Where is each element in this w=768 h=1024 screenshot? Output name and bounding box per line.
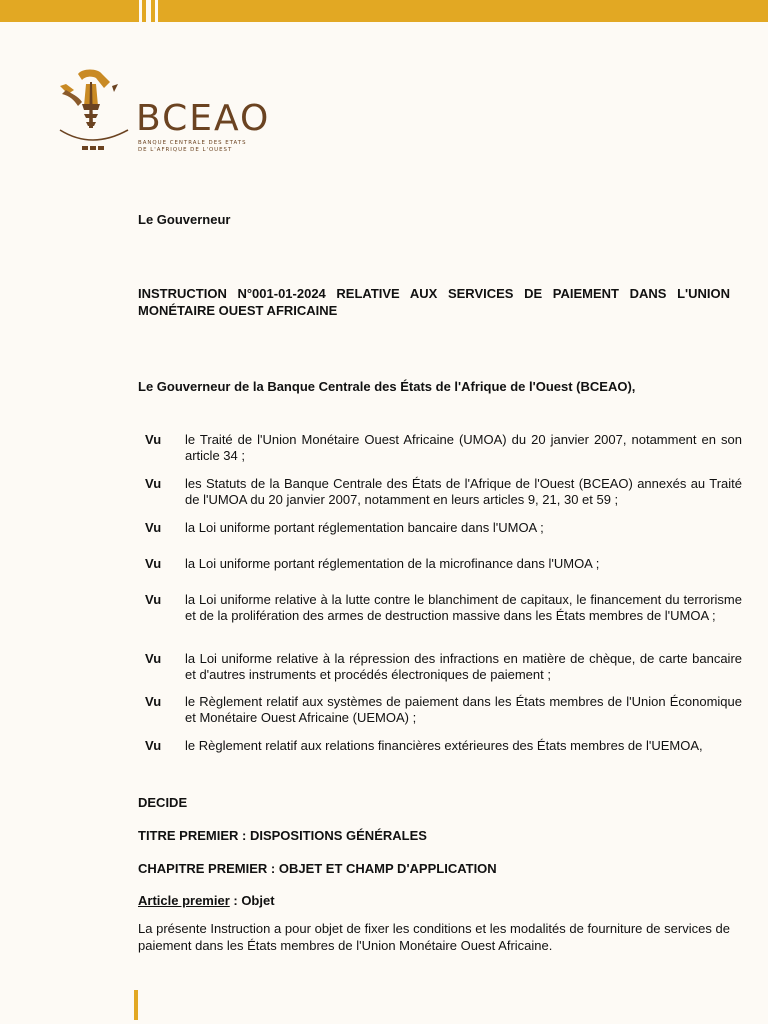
vu-text: les Statuts de la Banque Centrale des États de l'Afrique de l'Ouest (BCEAO) annexés au Traité de l'UMOA du 20 janvier 2007, notamment en leurs articles 9, 21, 30 et 59 ; <box>185 476 742 507</box>
vu-label: Vu <box>145 556 162 571</box>
article-suffix: : Objet <box>229 893 275 908</box>
header-accent-bar <box>158 0 768 22</box>
titre-heading: TITRE PREMIER : DISPOSITIONS GÉNÉRALES <box>138 828 427 843</box>
chapitre-heading: CHAPITRE PREMIER : OBJET ET CHAMP D'APPLICATION <box>138 861 497 876</box>
vu-text: le Traité de l'Union Monétaire Ouest Africaine (UMOA) du 20 janvier 2007, notamment en son article 34 ; <box>185 432 742 463</box>
logo-subtitle-line1: BANQUE CENTRALE DES ETATS <box>138 140 247 146</box>
header-accent-stripe <box>142 0 146 22</box>
vu-label: Vu <box>145 738 162 753</box>
vu-label: Vu <box>145 592 162 607</box>
decide-heading: DECIDE <box>138 795 188 810</box>
signatory-heading: Le Gouverneur <box>138 212 231 227</box>
article-paragraph: La présente Instruction a pour objet de fixer les conditions et les modalités de fourniture de services de paiement dans les États membres de l'Union Monétaire Ouest Africaine. <box>138 921 730 953</box>
vu-label: Vu <box>145 432 162 447</box>
article-heading <box>138 893 275 908</box>
vu-label: Vu <box>145 694 162 709</box>
logo-subtitle-line2: DE L'AFRIQUE DE L'OUEST <box>138 147 233 153</box>
logo-wordmark: BCEAO <box>136 98 271 139</box>
vu-text: la Loi uniforme relative à la lutte contre le blanchiment de capitaux, le financement du terrorisme et de la prolifération des armes de destruction massive dans les États membres de l'UMOA ; <box>185 592 742 623</box>
vu-text: la Loi uniforme relative à la répression des infractions en matière de chèque, de carte bancaire et d'autres instruments et procédés électroniques de paiement ; <box>185 651 742 682</box>
article-label: Article premier <box>138 893 230 908</box>
vu-text: la Loi uniforme portant réglementation bancaire dans l'UMOA ; <box>185 520 544 535</box>
bceao-logo <box>52 66 272 160</box>
vu-label: Vu <box>145 520 162 535</box>
vu-text: la Loi uniforme portant réglementation de la microfinance dans l'UMOA ; <box>185 556 600 571</box>
vu-text: le Règlement relatif aux systèmes de paiement dans les États membres de l'Union Économique et Monétaire Ouest Africaine (UEMOA) ; <box>185 694 742 725</box>
preamble: Le Gouverneur de la Banque Centrale des États de l'Afrique de l'Ouest (BCEAO), <box>138 379 636 394</box>
header-accent-stripe <box>151 0 155 22</box>
vu-text: le Règlement relatif aux relations financières extérieures des États membres de l'UEMOA, <box>185 738 703 753</box>
instruction-title: INSTRUCTION N°001-01-2024 RELATIVE AUX SERVICES DE PAIEMENT DANS L'UNION MONÉTAIRE OUEST AFRICAINE <box>138 286 730 318</box>
page-margin-mark <box>134 990 138 1020</box>
header-accent-bar <box>0 0 139 22</box>
bceao-emblem-icon <box>52 66 132 156</box>
vu-label: Vu <box>145 476 162 491</box>
vu-label: Vu <box>145 651 162 666</box>
